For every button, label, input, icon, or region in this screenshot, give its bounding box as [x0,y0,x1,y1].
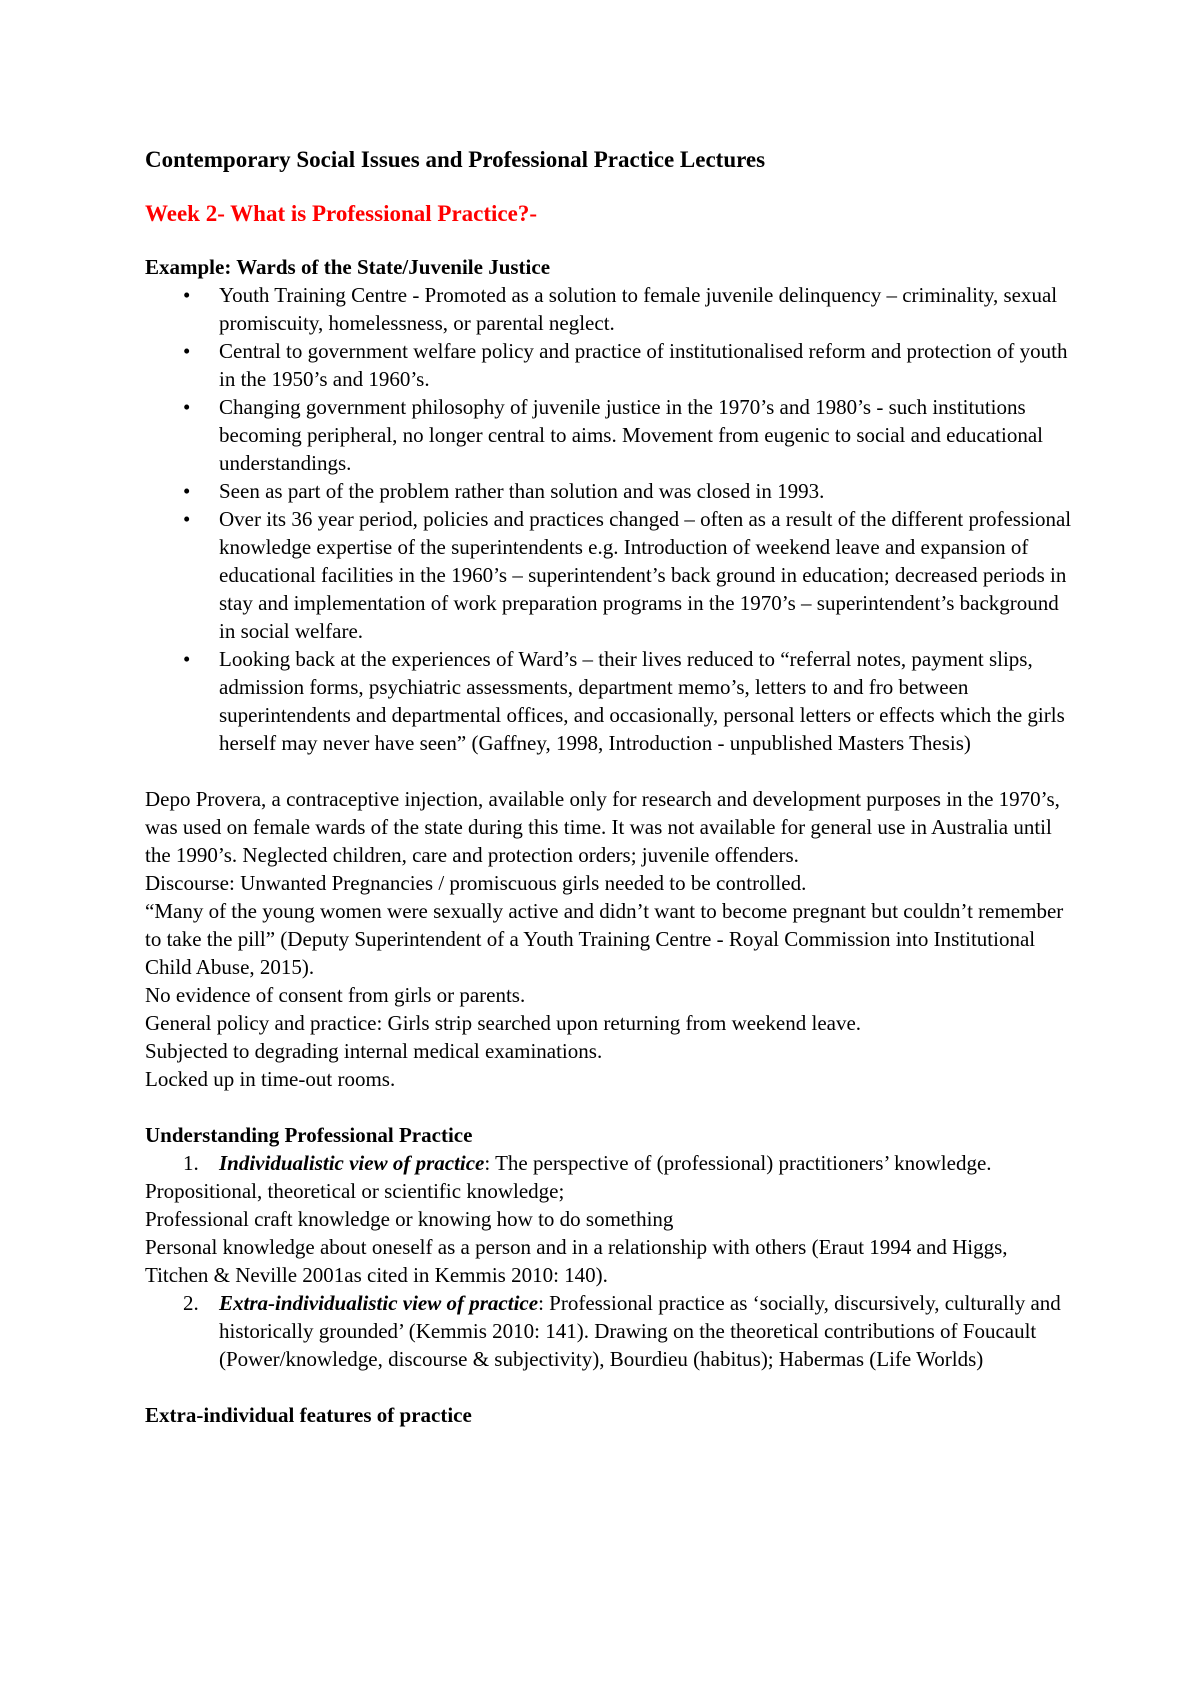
craft-line: Professional craft knowledge or knowing how to do something [145,1207,674,1231]
list-item [183,281,1075,337]
extra-individualistic-text: : Professional practice as ‘socially, discursively, culturally and historically grounded’ (Kemmis 2010: 141). Drawing on the theoretical contributions of Foucault (Power/knowledge, discourse & subjectivity), Bourdieu (habitus); Habermas (Life Worlds) [219,1291,1061,1371]
list-item [183,477,1075,505]
extra-features-heading: Extra-individual features of practice [145,1403,472,1427]
list-item-text: Seen as part of the problem rather than solution and was closed in 1993. [219,479,825,503]
propositional-line: Propositional, theoretical or scientific knowledge; [145,1179,565,1203]
quote-paragraph: “Many of the young women were sexually active and didn’t want to become pregnant but couldn’t remember to take the pill” (Deputy Superintendent of a Youth Training Centre - Royal Commission into Institutional Child Abuse, 2015). [145,899,1064,979]
list-item [183,1289,1075,1373]
bullet-icon: • [183,283,191,307]
document-page [145,145,1075,1429]
list-item [183,337,1075,393]
practice-view-list-1 [145,1149,1075,1177]
practice-view-list-2 [145,1289,1075,1373]
locked-line: Locked up in time-out rooms. [145,1067,396,1091]
spacer [145,1373,1075,1401]
week-heading: Week 2- What is Professional Practice?- [145,201,537,226]
consent-line: No evidence of consent from girls or parents. [145,983,526,1007]
list-item-text: Youth Training Centre - Promoted as a solution to female juvenile delinquency – criminality, sexual promiscuity, homelessness, or parental neglect. [219,283,1058,335]
list-item [183,393,1075,477]
list-number: 1. [183,1151,199,1175]
extra-individualistic-term: Extra-individualistic view of practice [219,1291,539,1315]
bullet-icon: • [183,647,191,671]
list-item-text: Changing government philosophy of juvenile justice in the 1970’s and 1980’s - such institutions becoming peripheral, no longer central to aims. Movement from eugenic to social and educational understandings. [219,395,1043,475]
list-item [183,1149,1075,1177]
bullet-icon: • [183,395,191,419]
bullet-icon: • [183,507,191,531]
list-item-text: Looking back at the experiences of Ward’s – their lives reduced to “referral notes, payment slips, admission forms, psychiatric assessments, department memo’s, letters to and fro between superintendents and departmental offices, and occasionally, personal letters or effects which the girls herself may never have seen” (Gaffney, 1998, Introduction - unpublished Masters Thesis) [219,647,1065,755]
individualistic-term: Individualistic view of practice [219,1151,485,1175]
example-heading: Example: Wards of the State/Juvenile Justice [145,255,551,279]
spacer [145,1093,1075,1121]
list-item-text: Central to government welfare policy and practice of institutionalised reform and protection of youth in the 1950’s and 1960’s. [219,339,1068,391]
bullet-icon: • [183,479,191,503]
list-item-text: Over its 36 year period, policies and practices changed – often as a result of the different professional knowledge expertise of the superintendents e.g. Introduction of weekend leave and expansion of educational facilities in the 1960’s – superintendent’s back ground in education; decreased periods in stay and implementation of work preparation programs in the 1970’s – superintendent’s background in social welfare. [219,507,1072,643]
bullet-icon: • [183,339,191,363]
list-item [183,645,1075,757]
list-item [183,505,1075,645]
individualistic-text: : The perspective of (professional) practitioners’ knowledge. [484,1151,992,1175]
example-bullet-list [145,281,1075,757]
discourse-line: Discourse: Unwanted Pregnancies / promiscuous girls needed to be controlled. [145,871,807,895]
document-title: Contemporary Social Issues and Professional Practice Lectures [145,147,766,172]
list-number: 2. [183,1291,199,1315]
spacer [145,757,1075,785]
depo-provera-paragraph: Depo Provera, a contraceptive injection, available only for research and development purposes in the 1970’s, was used on female wards of the state during this time. It was not available for general use in Australia until the 1990’s. Neglected children, care and protection orders; juvenile offenders. [145,787,1060,867]
understanding-heading: Understanding Professional Practice [145,1123,473,1147]
policy-line: General policy and practice: Girls strip searched upon returning from weekend leave. [145,1011,862,1035]
personal-paragraph: Personal knowledge about oneself as a person and in a relationship with others (Eraut 1994 and Higgs, Titchen & Neville 2001as cited in Kemmis 2010: 140). [145,1235,1008,1287]
medical-line: Subjected to degrading internal medical examinations. [145,1039,603,1063]
